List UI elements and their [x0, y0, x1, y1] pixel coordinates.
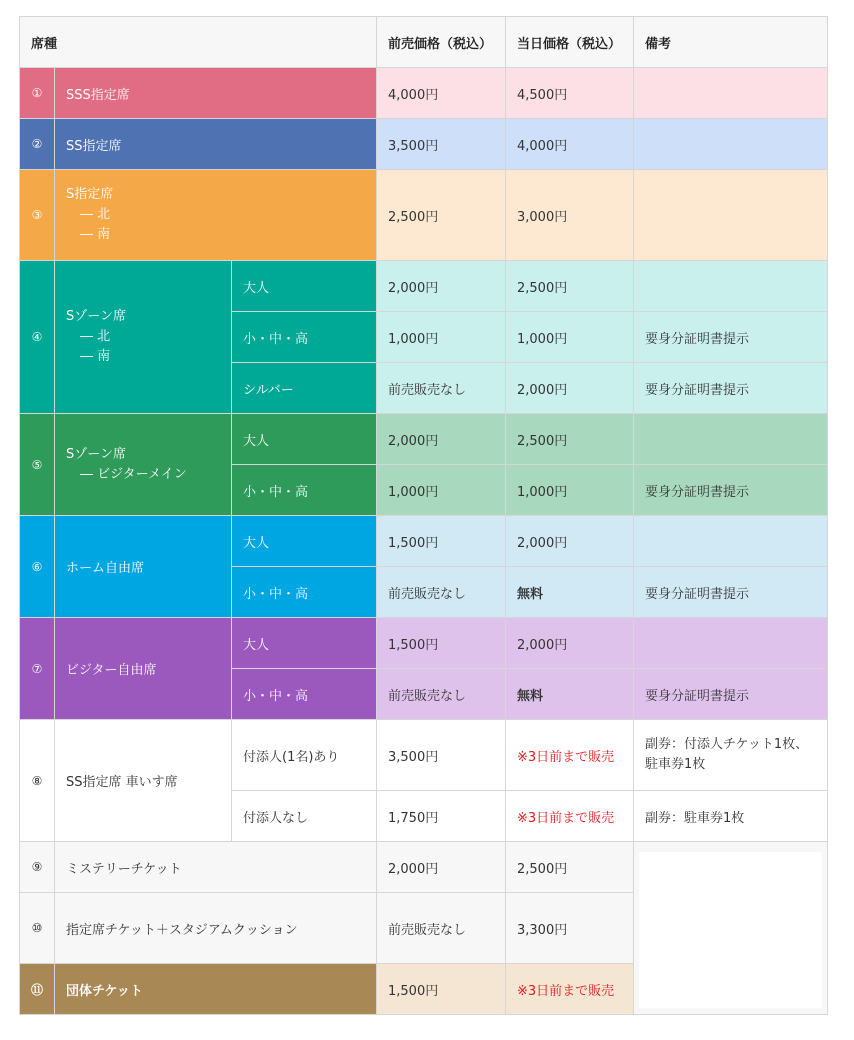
seat-name-cell — [55, 170, 377, 261]
seat-name: SSS指定席 — [55, 68, 377, 119]
dayof-price: 4,000円 — [506, 119, 634, 170]
advance-price: 前売販売なし — [377, 893, 506, 964]
advance-price: 1,500円 — [377, 618, 506, 669]
row-number: ⑩ — [20, 893, 55, 964]
dayof-price: ※3日前まで販売 — [506, 720, 634, 791]
advance-price: 2,000円 — [377, 261, 506, 312]
ticket-category: 付添人(1名)あり — [232, 720, 377, 791]
advance-price: 前売販売なし — [377, 363, 506, 414]
row-number: ⑧ — [20, 720, 55, 842]
dayof-price: 2,500円 — [506, 261, 634, 312]
row-number: ⑤ — [20, 414, 55, 516]
seat-sub-visitor-main: ― ビジターメイン — [80, 466, 187, 482]
seat-name: SS指定席 — [55, 119, 377, 170]
row-number: ① — [20, 68, 55, 119]
note — [634, 119, 828, 170]
advance-price: 1,500円 — [377, 964, 506, 1015]
row-number: ⑪ — [20, 964, 55, 1015]
seat-name: S指定席 — [66, 187, 114, 202]
dayof-price: 無料 — [506, 669, 634, 720]
header-note: 備考 — [634, 17, 828, 68]
blank-overlay-panel — [639, 852, 822, 1008]
seat-name: ホーム自由席 — [55, 516, 232, 618]
ticket-category: 小・中・高 — [232, 567, 377, 618]
row-number: ⑨ — [20, 842, 55, 893]
dayof-price: 2,000円 — [506, 363, 634, 414]
dayof-price: 1,000円 — [506, 465, 634, 516]
seat-name: ビジター自由席 — [55, 618, 232, 720]
ticket-category: 大人 — [232, 414, 377, 465]
ticket-category: 大人 — [232, 261, 377, 312]
advance-price: 2,000円 — [377, 414, 506, 465]
table-header-row — [20, 17, 828, 68]
header-advance-price: 前売価格（税込） — [377, 17, 506, 68]
note — [634, 414, 828, 465]
table-row — [20, 170, 828, 261]
ticket-category: 小・中・高 — [232, 669, 377, 720]
seat-name: SS指定席 車いす席 — [55, 720, 232, 842]
seat-name: Sゾーン席 — [66, 309, 126, 324]
note-cell — [634, 720, 828, 791]
note — [634, 68, 828, 119]
seat-name-cell — [55, 414, 232, 516]
seat-name: Sゾーン席 — [66, 446, 126, 462]
dayof-price: 3,000円 — [506, 170, 634, 261]
table-row — [20, 414, 828, 465]
seat-sub-north: ― 北 — [80, 207, 111, 222]
seat-name-cell — [55, 261, 232, 414]
advance-price: 1,000円 — [377, 465, 506, 516]
ticket-category: 小・中・高 — [232, 312, 377, 363]
advance-price: 1,000円 — [377, 312, 506, 363]
table-row — [20, 720, 828, 791]
advance-price: 2,000円 — [377, 842, 506, 893]
row-number: ⑥ — [20, 516, 55, 618]
note: 要身分証明書提示 — [634, 669, 828, 720]
ticket-category: シルバー — [232, 363, 377, 414]
dayof-price: 1,000円 — [506, 312, 634, 363]
note: 副券：駐車券1枚 — [634, 791, 828, 842]
dayof-price: 2,000円 — [506, 618, 634, 669]
seat-name: ミステリーチケット — [55, 842, 377, 893]
table-row — [20, 618, 828, 669]
row-number: ③ — [20, 170, 55, 261]
row-number: ⑦ — [20, 618, 55, 720]
header-dayof-price: 当日価格（税込） — [506, 17, 634, 68]
ticket-category: 大人 — [232, 618, 377, 669]
advance-price: 前売販売なし — [377, 669, 506, 720]
row-number: ④ — [20, 261, 55, 414]
note: 要身分証明書提示 — [634, 312, 828, 363]
note: 要身分証明書提示 — [634, 363, 828, 414]
ticket-category: 大人 — [232, 516, 377, 567]
ticket-category: 小・中・高 — [232, 465, 377, 516]
table-row — [20, 261, 828, 312]
note-line-1: 副券：付添人チケット1枚、 — [645, 737, 809, 752]
note — [634, 261, 828, 312]
advance-price: 1,500円 — [377, 516, 506, 567]
dayof-price: ※3日前まで販売 — [506, 791, 634, 842]
note: 要身分証明書提示 — [634, 465, 828, 516]
note — [634, 516, 828, 567]
seat-name: 指定席チケット＋スタジアムクッション — [55, 893, 377, 964]
advance-price: 前売販売なし — [377, 567, 506, 618]
dayof-price: 2,500円 — [506, 842, 634, 893]
row-number: ② — [20, 119, 55, 170]
dayof-price: 3,300円 — [506, 893, 634, 964]
advance-price: 1,750円 — [377, 791, 506, 842]
note — [634, 618, 828, 669]
note — [634, 170, 828, 261]
seat-sub-north: ― 北 — [80, 329, 111, 344]
advance-price: 3,500円 — [377, 720, 506, 791]
dayof-price: 4,500円 — [506, 68, 634, 119]
dayof-price: 2,000円 — [506, 516, 634, 567]
dayof-price: 無料 — [506, 567, 634, 618]
table-row — [20, 516, 828, 567]
seat-sub-south: ― 南 — [80, 349, 111, 364]
table-row — [20, 68, 828, 119]
note: 要身分証明書提示 — [634, 567, 828, 618]
seat-sub-south: ― 南 — [80, 227, 111, 242]
dayof-price: ※3日前まで販売 — [506, 964, 634, 1015]
advance-price: 4,000円 — [377, 68, 506, 119]
seat-name: 団体チケット — [55, 964, 377, 1015]
ticket-category: 付添人なし — [232, 791, 377, 842]
header-seat: 席種 — [20, 17, 377, 68]
note-line-2: 駐車券1枚 — [645, 757, 706, 772]
dayof-price: 2,500円 — [506, 414, 634, 465]
table-row — [20, 119, 828, 170]
advance-price: 2,500円 — [377, 170, 506, 261]
advance-price: 3,500円 — [377, 119, 506, 170]
